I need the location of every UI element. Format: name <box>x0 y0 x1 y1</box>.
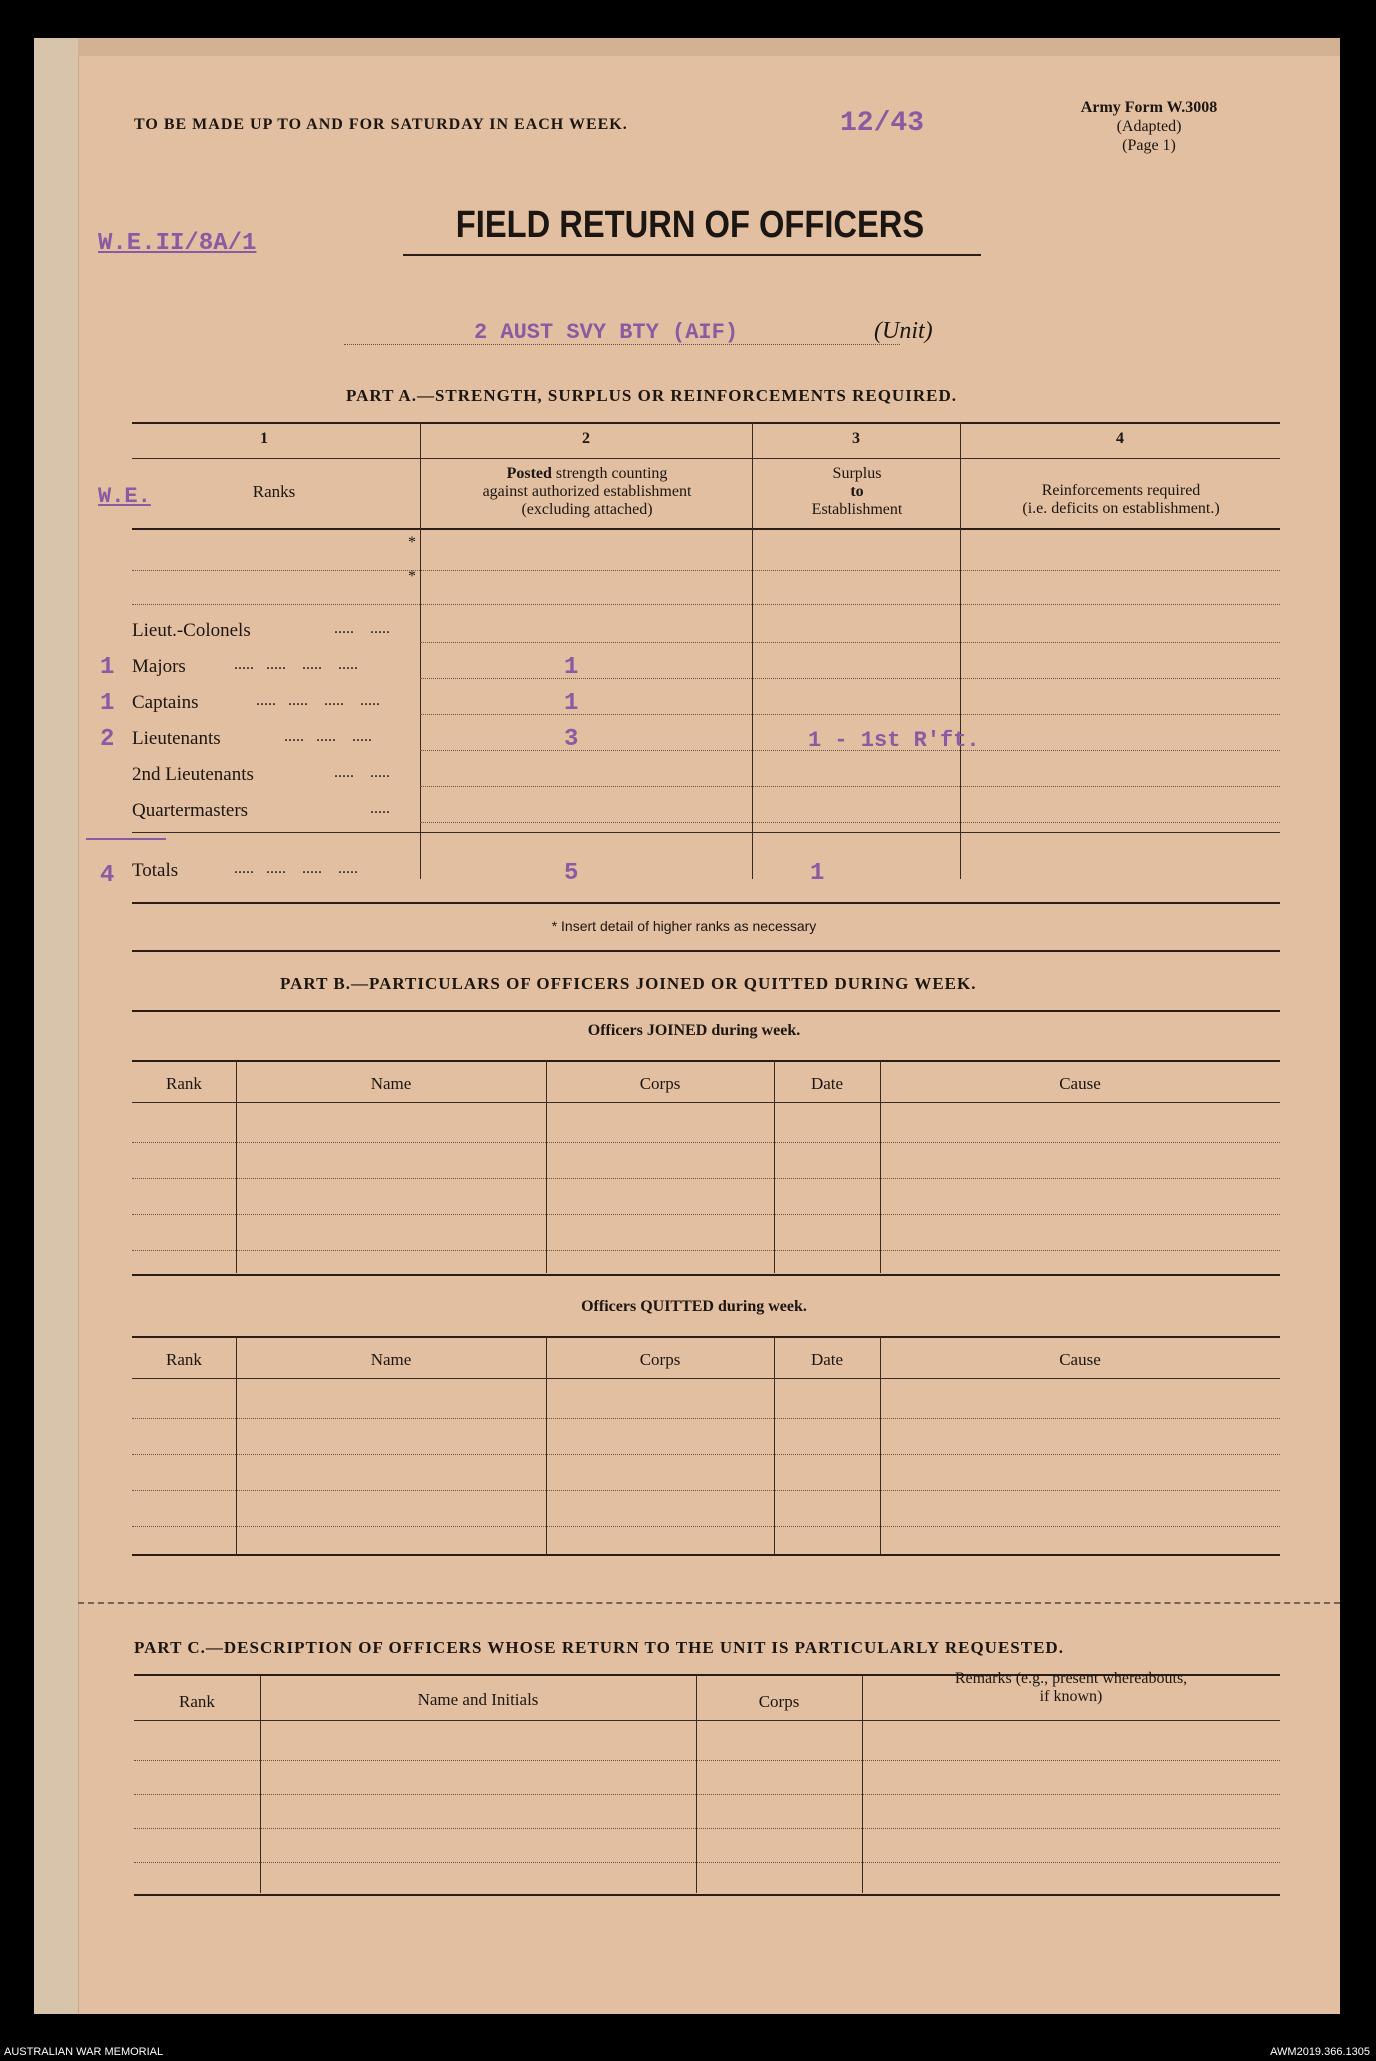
col-number-1: 1 <box>260 430 268 447</box>
form-adapted: (Adapted) <box>1116 118 1182 135</box>
col-number-4: 4 <box>1116 430 1124 447</box>
part-b-heading: PART B.—PARTICULARS OF OFFICERS JOINED OR QUITTED DURING WEEK. <box>280 974 977 993</box>
col-posted-line2: against authorized establishment <box>482 483 692 500</box>
surplus-total: 1 <box>810 860 825 887</box>
part-c-col-corps: Corps <box>758 1692 800 1711</box>
we-value: 1 <box>100 690 115 717</box>
part-a-heading: PART A.—STRENGTH, SURPLUS OR REINFORCEMENTS REQUIRED. <box>346 386 957 405</box>
reference-stamp: W.E.II/8A/1 <box>98 230 257 257</box>
unit-name: 2 AUST SVY BTY (AIF) <box>474 320 739 345</box>
col-surplus-line2: to <box>850 483 864 500</box>
quitted-col-date: Date <box>810 1350 844 1369</box>
joined-col-corps: Corps <box>639 1074 681 1093</box>
col-reinf-line1: Reinforcements required <box>1041 482 1201 499</box>
col-surplus-line1: Surplus <box>832 465 882 482</box>
col-posted-header <box>422 465 752 519</box>
rank-label: Lieutenants <box>132 728 221 749</box>
posted-value: 1 <box>564 690 579 717</box>
part-c-col-name: Name and Initials <box>417 1690 539 1709</box>
footer-archive-name: AUSTRALIAN WAR MEMORIAL <box>4 2046 164 2058</box>
rank-label: Captains <box>132 692 199 713</box>
quitted-col-cause: Cause <box>1059 1350 1101 1369</box>
form-paper: TO BE MADE UP TO AND FOR SATURDAY IN EACH WEEK. 12/43 Army Form W.3008 (Adapted) (Page 1) W.E.II/8A/1 FIELD RETURN OF OFFICERS 2 AUST SVY BTY (AIF) (Unit) PART A.—STRENGTH, SURPLUS OR REINFORCEMENTS REQUIRED. 1 2 3 4 W.E. Ranks Posted strength counting against authorized establishment (excluding attached) Surplus to Establishment Reinforcements required (i.e. deficits on establishment.) * * Lieut.-Colonels ..... ..... 1 Majors ..... ..... ..... ..... 1 1 Captains ..... ..... ..... ..... 1 2 Lieutenants ..... ..... ..... 3 1 - 1st R'ft. 2nd Lieutenants ..... ..... Quartermasters ..... 4 Totals ..... ..... ..... ..... 5 1 * Insert detail of higher ranks as necessary PART B.—PARTICULARS OF OFFICERS JOINED OR QUITTED DURING WEEK. Officers JOINED during week. Rank Name Corps Date Cause Officers QUITTED during week. Rank Name Corps Date Cause PART C.—DESCRIPTION OF OFFICERS WHOSE RETURN TO THE UNIT IS PARTICULARLY REQUESTED. Rank Name and Initials Corps Remarks (e.g., present whereabouts, if known) <box>34 38 1340 2014</box>
form-name: Army Form W.3008 <box>1080 99 1218 116</box>
asterisk-1: * <box>408 534 416 551</box>
col-posted-line3: (excluding attached) <box>521 501 653 518</box>
col-surplus-line3: Establishment <box>811 501 903 518</box>
col-surplus-header <box>754 465 960 519</box>
col-number-3: 3 <box>852 430 860 447</box>
part-c-col-remarks <box>862 1670 1280 1706</box>
unit-label: (Unit) <box>874 318 933 344</box>
we-total: 4 <box>100 862 115 889</box>
remarks-line1: Remarks (e.g., present whereabouts, <box>954 1670 1188 1687</box>
we-value: 1 <box>100 654 115 681</box>
col-ranks-header: Ranks <box>252 482 296 501</box>
asterisk-2: * <box>408 568 416 585</box>
footer-accession-number: AWM2019.366.1305 <box>1270 2046 1370 2058</box>
posted-total: 5 <box>564 860 579 887</box>
col-reinforcements-header <box>962 482 1280 518</box>
col-posted-bold: Posted <box>506 465 552 482</box>
rank-label: Majors <box>132 656 186 677</box>
part-c-col-rank: Rank <box>179 1692 215 1711</box>
quitted-title: Officers QUITTED during week. <box>581 1298 807 1315</box>
joined-col-name: Name <box>370 1074 412 1093</box>
rank-label: 2nd Lieutenants <box>132 764 254 785</box>
rank-label: Quartermasters <box>132 800 249 821</box>
joined-col-date: Date <box>810 1074 844 1093</box>
col-number-2: 2 <box>582 430 590 447</box>
part-c-heading: PART C.—DESCRIPTION OF OFFICERS WHOSE RETURN TO THE UNIT IS PARTICULARLY REQUESTED. <box>134 1638 1064 1657</box>
form-page: (Page 1) <box>1122 137 1176 154</box>
posted-value: 3 <box>564 726 579 753</box>
left-edge-strip <box>34 38 79 2014</box>
week-stamp: 12/43 <box>840 108 925 139</box>
part-a-footnote: * Insert detail of higher ranks as necessary <box>551 918 817 934</box>
form-number-block <box>1034 98 1264 155</box>
instruction-text: TO BE MADE UP TO AND FOR SATURDAY IN EACH WEEK. <box>134 116 628 133</box>
joined-col-cause: Cause <box>1059 1074 1101 1093</box>
surplus-value: 1 - 1st R'ft. <box>808 728 980 753</box>
remarks-line2: if known) <box>1039 1688 1103 1705</box>
col-reinf-line2: (i.e. deficits on establishment.) <box>1022 500 1220 517</box>
quitted-col-rank: Rank <box>166 1350 202 1369</box>
quitted-col-corps: Corps <box>639 1350 681 1369</box>
we-value: 2 <box>100 726 115 753</box>
we-column-stamp: W.E. <box>98 484 151 509</box>
joined-title: Officers JOINED during week. <box>587 1022 801 1039</box>
quitted-col-name: Name <box>370 1350 412 1369</box>
totals-label: Totals <box>132 860 179 881</box>
joined-col-rank: Rank <box>166 1074 202 1093</box>
page-title: FIELD RETURN OF OFFICERS <box>455 204 925 246</box>
posted-value: 1 <box>564 654 579 681</box>
top-edge-strip <box>78 38 1340 56</box>
rank-label: Lieut.-Colonels <box>132 620 251 641</box>
col-posted-rest: strength counting <box>551 465 668 482</box>
